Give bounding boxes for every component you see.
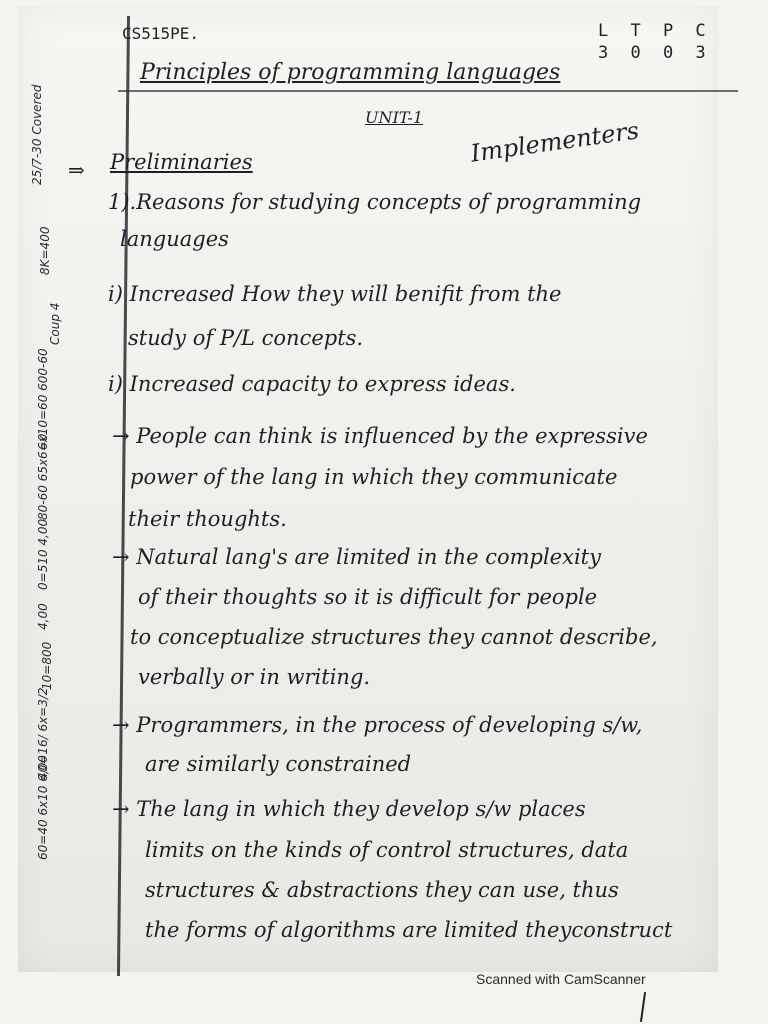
margin-note: 6x10=60 600-60 — [36, 348, 50, 450]
text-line: languages — [120, 227, 229, 251]
text-line: structures & abstractions they can use, thus — [145, 878, 619, 902]
text-line: of their thoughts so it is difficult for people — [138, 585, 598, 609]
course-code: CS515PE. — [122, 24, 200, 43]
text-line: their thoughts. — [128, 507, 287, 531]
ltpc-block — [598, 20, 712, 64]
margin-note: Coup 4 — [48, 302, 62, 345]
header-rule — [118, 90, 738, 92]
text-line: → People can think is influenced by the expressive — [112, 424, 648, 448]
margin-note: 40=16/ 6x=3/2 — [36, 687, 50, 780]
ltpc-labels: L T P C — [598, 21, 712, 41]
pen-stroke — [640, 992, 646, 1022]
text-line: power of the lang in which they communicate — [130, 465, 618, 489]
margin-note: 25/7-30 Covered — [30, 84, 44, 185]
ltpc-values: 3 0 0 3 — [598, 43, 712, 63]
margin-note: 80-60 65x6=0 — [36, 433, 50, 520]
section-heading: Preliminaries — [110, 150, 253, 174]
unit-heading: UNIT-1 — [365, 108, 423, 127]
text-line: i) Increased How they will benifit from the — [108, 282, 562, 306]
text-line: 1).Reasons for studying concepts of programming — [108, 190, 642, 214]
text-line: to conceptualize structures they cannot describe, — [130, 625, 658, 649]
margin-note: 0=510 4,00 — [36, 518, 50, 590]
page-title: Principles of programming languages — [140, 60, 561, 85]
text-line: verbally or in writing. — [138, 665, 371, 689]
text-line: the forms of algorithms are limited theyconstruct — [145, 918, 673, 942]
text-line: → The lang in which they develop s/w places — [112, 797, 586, 821]
scanner-watermark: Scanned with CamScanner — [476, 971, 646, 987]
text-line: i) Increased capacity to express ideas. — [108, 372, 516, 396]
margin-note: 4,00 — [36, 603, 50, 630]
margin-note: 10=800 — [40, 641, 54, 690]
text-line: are similarly constrained — [145, 752, 412, 776]
text-line: study of P/L concepts. — [128, 326, 364, 350]
side-note-implementers: Implementers — [468, 116, 641, 168]
arrow-icon: ⇒ — [68, 158, 85, 182]
text-line: limits on the kinds of control structures, data — [145, 838, 629, 862]
margin-note: 60=40 6x10 6,00 — [36, 755, 50, 860]
margin-note: 8K=400 — [38, 226, 52, 275]
text-line: → Programmers, in the process of developing s/w, — [112, 713, 643, 737]
text-line: → Natural lang's are limited in the complexity — [112, 545, 601, 569]
